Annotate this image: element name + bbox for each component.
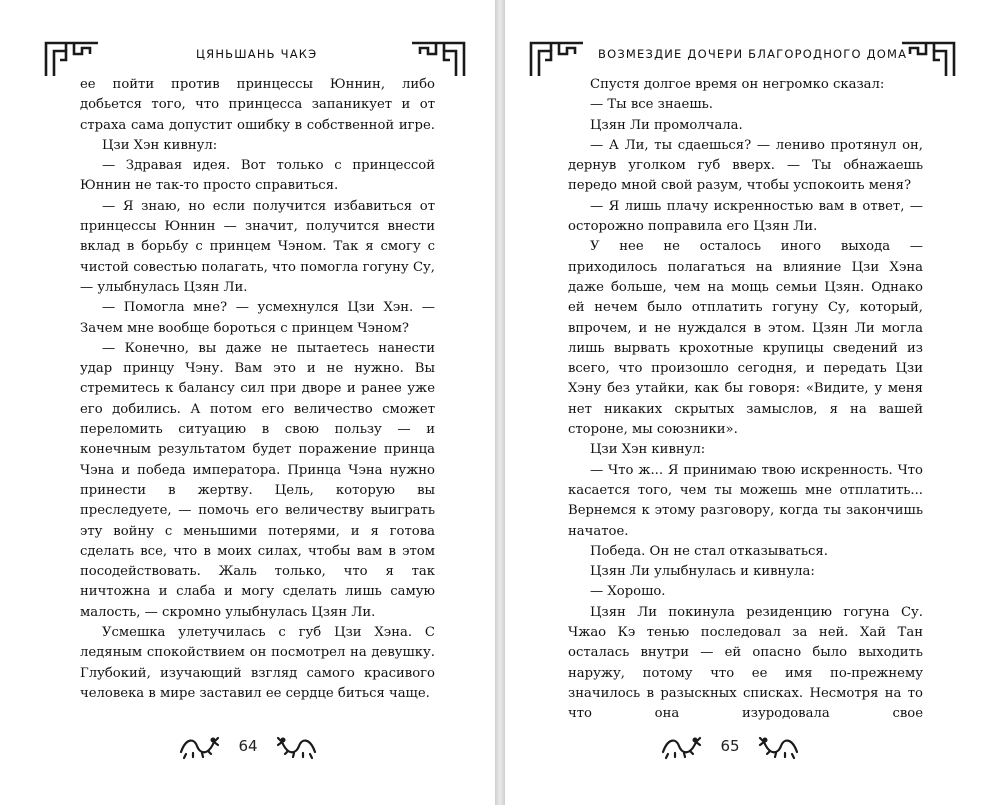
folio bbox=[660, 730, 800, 762]
page-number: 64 bbox=[238, 737, 258, 755]
left-page bbox=[0, 0, 495, 805]
paragraph: Цзян Ли улыбнулась и кивнула: bbox=[590, 564, 815, 580]
fret-corner-icon bbox=[410, 40, 466, 78]
paragraph: — Хорошо. bbox=[590, 584, 666, 600]
folio bbox=[178, 730, 318, 762]
dragon-icon bbox=[758, 732, 800, 760]
page-number: 65 bbox=[720, 737, 740, 755]
paragraph: — Ты все знаешь. bbox=[590, 97, 713, 113]
paragraph: Цзи Хэн кивнул: bbox=[590, 442, 706, 458]
fret-corner-icon bbox=[900, 40, 956, 78]
paragraph: — Я знаю, но если получится избавиться от принцессы Юннин — значит, получится внести вклад в борьбу с принцем Чэном. Так я смогу с чистой совестью полагать, что помогла гогуну Су, — улыбнулась Цзян Ли. bbox=[80, 198, 435, 295]
paragraph: — А Ли, ты сдаешься? — лениво протянул он, дернув уголком губ вверх. — Ты обнажаешь передо мной свой разум, чтобы успокоить меня? bbox=[568, 137, 923, 194]
paragraph: Цзи Хэн кивнул: bbox=[102, 137, 218, 153]
paragraph: Спустя долгое время он негромко сказал: bbox=[590, 77, 885, 92]
page-text bbox=[80, 75, 435, 704]
dragon-icon bbox=[178, 732, 220, 760]
paragraph: — Конечно, вы даже не пытаетесь нанести удар принцу Чэну. Вам это и не нужно. Вы стремитесь к балансу сил при дворе и ранее уже его добились. А потом его величество сможет переломить ситуацию в свою пользу — и конечным результатом будет поражение принца Чэна и победа императора. Принца Чэна нужно принести в жертву. Цель, которую вы преследуете, — помочь его величеству выиграть эту войну с меньшими потерями, и я готова сделать все, что в моих силах, чтобы вам в этом посодействовать. Жаль только, что я так ничтожна и слаба и могу сделать лишь самую малость, — скромно улыбнулась Цзян Ли. bbox=[80, 340, 435, 620]
paragraph: Усмешка улетучилась с губ Цзи Хэна. С ледяным спокойствием он посмотрел на девушку. Глубокий, изучающий взгляд самого красивого человека в мире заставил ее сердце биться чаще. bbox=[80, 625, 435, 701]
right-page bbox=[505, 0, 1000, 805]
paragraph: У нее не осталось иного выхода — приходилось полагаться на влияние Цзи Хэна даже больше, чем на мощь семьи Цзян. Однако ей нечем было отплатить гогуну Су, который, впрочем, и не нуждался в этом. Цзян Ли могла лишь вырвать крохотные крупицы сведений из всего, что произошло сегодня, и передать Цзи Хэну без утайки, как бы говоря: «Видите, у меня нет никаких скрытых замыслов, я на вашей стороне, мы союзники». bbox=[568, 239, 923, 438]
dragon-icon bbox=[660, 732, 702, 760]
book-gutter bbox=[495, 0, 505, 805]
page-text bbox=[568, 75, 923, 725]
dragon-icon bbox=[276, 732, 318, 760]
fret-corner-icon bbox=[44, 40, 100, 78]
paragraph: — Что ж... Я принимаю твою искренность. Что касается того, чем ты можешь мне отплатить... Вернемся к этому разговору, когда ты закончишь начатое. bbox=[568, 462, 923, 539]
paragraph: — Здравая идея. Вот только с принцессой Юннин не так-то просто справиться. bbox=[80, 158, 435, 194]
paragraph: — Я лишь плачу искренностью вам в ответ, — осторожно поправила его Цзян Ли. bbox=[568, 198, 923, 235]
paragraph: Цзян Ли промолчала. bbox=[590, 117, 743, 133]
running-head: ВОЗМЕЗДИЕ ДОЧЕРИ БЛАГОРОДНОГО ДОМА bbox=[598, 47, 908, 61]
paragraph: Цзян Ли покинула резиденцию гогуна Су. Чжао Кэ тенью последовал за ней. Хай Тан осталась внутри — ей опасно было выходить наружу, потому что ее имя по-прежнему значилось в разыскных списках. Несмотря на то что она изуродовала свое bbox=[568, 604, 923, 722]
paragraph: Победа. Он не стал отказываться. bbox=[590, 543, 828, 559]
running-head: ЦЯНЬШАНЬ ЧАКЭ bbox=[196, 47, 318, 61]
fret-corner-icon bbox=[529, 40, 585, 78]
paragraph: — Помогла мне? — усмехнулся Цзи Хэн. — Зачем мне вообще бороться с принцем Чэном? bbox=[80, 300, 435, 336]
paragraph: ее пойти против принцессы Юннин, либо добьется того, что принцесса запаникует и от страха сама допустит ошибку в собственной игре. bbox=[80, 77, 435, 133]
